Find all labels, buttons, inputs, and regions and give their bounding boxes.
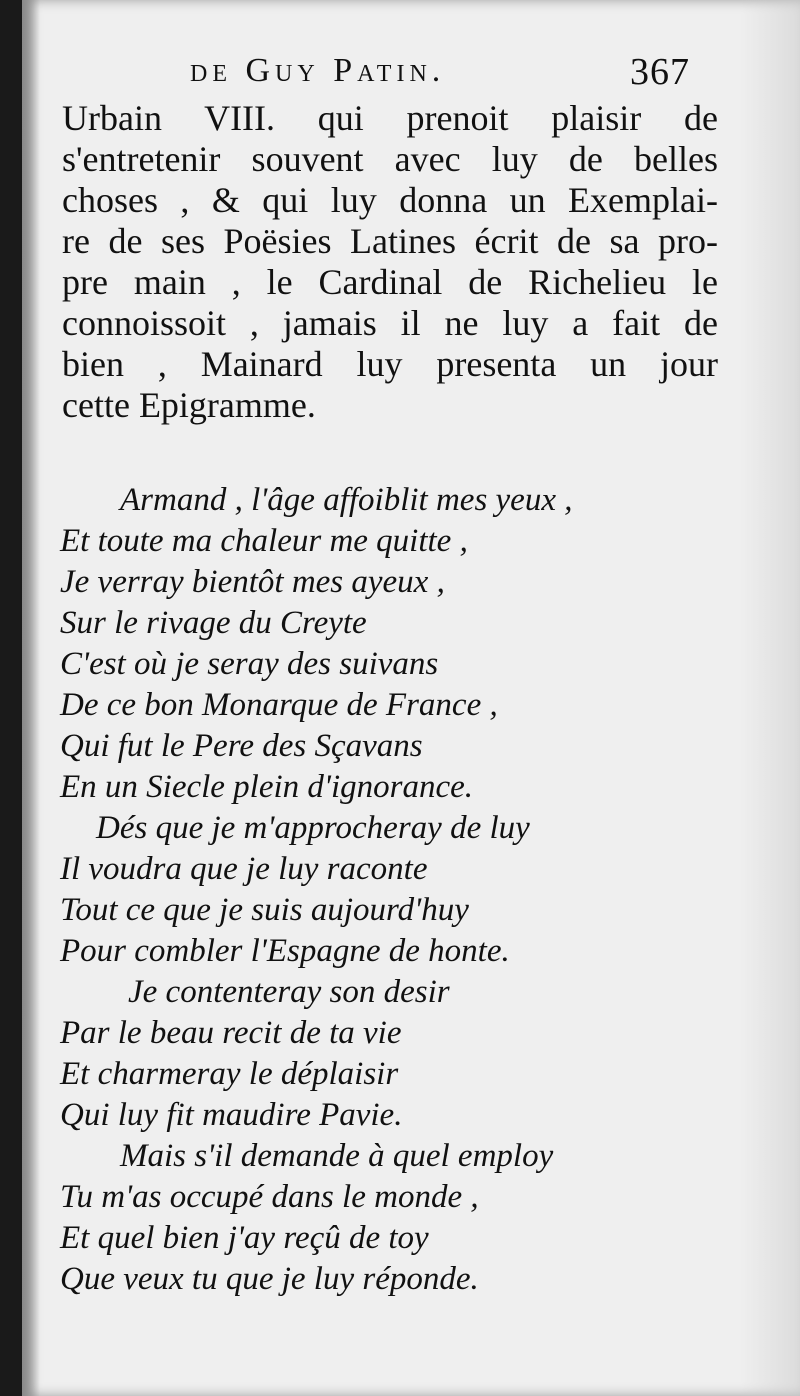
prose-line: re de ses Poësies Latines écrit de sa pro- bbox=[62, 221, 718, 261]
verse-line: Tout ce que je suis aujourd'huy bbox=[60, 892, 469, 928]
verse-line: Dés que je m'approcheray de luy bbox=[96, 810, 530, 846]
running-head-title: de Guy Patin. bbox=[190, 52, 446, 89]
verse-line: De ce bon Monarque de France , bbox=[60, 687, 498, 723]
prose-paragraph bbox=[62, 98, 718, 426]
verse-line: Pour combler l'Espagne de honte. bbox=[60, 933, 510, 969]
binding-shadow bbox=[22, 0, 40, 1396]
prose-line: connoissoit , jamais il ne luy a fait de bbox=[62, 303, 718, 343]
prose-line: pre main , le Cardinal de Richelieu le bbox=[62, 262, 718, 302]
verse-line: Sur le rivage du Creyte bbox=[60, 605, 367, 641]
verse-line: Et toute ma chaleur me quitte , bbox=[60, 523, 468, 559]
verse-line: Que veux tu que je luy réponde. bbox=[60, 1261, 479, 1297]
verse-line: Je contenteray son desir bbox=[128, 974, 450, 1010]
verse-line: Mais s'il demande à quel employ bbox=[120, 1138, 554, 1174]
epigram-verse bbox=[60, 480, 740, 1300]
verse-line: Par le beau recit de ta vie bbox=[60, 1015, 402, 1051]
verse-line: Qui fut le Pere des Sçavans bbox=[60, 728, 423, 764]
page-edge bbox=[740, 0, 800, 1396]
verse-line: Je verray bientôt mes ayeux , bbox=[60, 564, 445, 600]
verse-line: Armand , l'âge affoiblit mes yeux , bbox=[120, 482, 573, 518]
prose-line: Urbain VIII. qui prenoit plaisir de bbox=[62, 98, 718, 138]
verse-line: Qui luy fit maudire Pavie. bbox=[60, 1097, 403, 1133]
verse-line: C'est où je seray des suivans bbox=[60, 646, 439, 682]
verse-line: En un Siecle plein d'ignorance. bbox=[60, 769, 474, 805]
book-page bbox=[22, 0, 800, 1396]
verse-line: Et quel bien j'ay reçû de toy bbox=[60, 1220, 429, 1256]
verse-line: Et charmeray le déplaisir bbox=[60, 1056, 399, 1092]
prose-line: choses , & qui luy donna un Exemplai- bbox=[62, 180, 718, 220]
page-number: 367 bbox=[630, 51, 690, 93]
prose-line: cette Epigramme. bbox=[62, 385, 316, 425]
verse-line: Il voudra que je luy raconte bbox=[60, 851, 428, 887]
running-head bbox=[190, 52, 710, 100]
verse-line: Tu m'as occupé dans le monde , bbox=[60, 1179, 479, 1215]
prose-line: s'entretenir souvent avec luy de belles bbox=[62, 139, 718, 179]
prose-line: bien , Mainard luy presenta un jour bbox=[62, 344, 718, 384]
